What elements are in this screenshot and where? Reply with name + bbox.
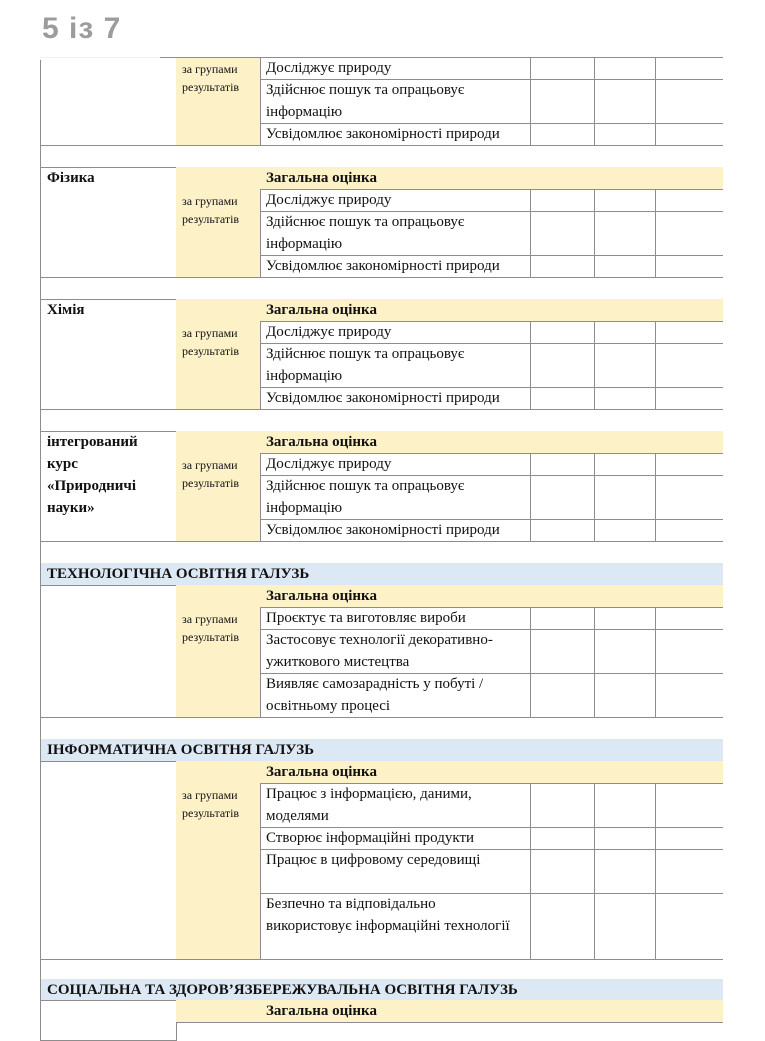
- subject-name: інтегрований курс «Природничі науки»: [40, 431, 177, 542]
- spacer-row: [40, 717, 723, 740]
- result-item: Працює з інформацією, даними, моделями: [260, 783, 531, 828]
- grade-cell: [655, 453, 723, 476]
- result-item: Проєктує та виготовляє вироби: [260, 607, 531, 630]
- spacer-row: [40, 541, 723, 564]
- grade-cell: [530, 299, 595, 322]
- result-item: Працює в цифровому середовищі: [260, 849, 531, 894]
- subject-name: Хімія: [40, 299, 177, 410]
- result-item: Досліджує природу: [260, 189, 531, 212]
- grade-cell: [655, 57, 723, 80]
- grade-cell: [530, 167, 595, 190]
- grade-cell: [655, 475, 723, 520]
- result-item: Досліджує природу: [260, 57, 531, 80]
- grade-cell: [594, 431, 656, 454]
- grade-cell: [594, 519, 656, 542]
- by-groups-label: за групами результатів: [176, 321, 261, 410]
- overall-label: Загальна оцінка: [260, 761, 531, 784]
- grade-cell: [530, 673, 595, 718]
- by-groups-label: за групами результатів: [176, 189, 261, 278]
- result-item: Виявляє самозарадність у побуті / освітньому процесі: [260, 673, 531, 718]
- grade-cell: [530, 893, 595, 960]
- result-item: Створює інформаційні продукти: [260, 827, 531, 850]
- by-groups-label: за групами результатів: [176, 607, 261, 718]
- subject-name: Фізика: [40, 167, 177, 278]
- grade-cell: [594, 211, 656, 256]
- grade-cell: [594, 475, 656, 520]
- grade-cell: [594, 783, 656, 828]
- grade-cell: [655, 343, 723, 388]
- result-item: Досліджує природу: [260, 453, 531, 476]
- branch-subject-cell: [40, 585, 177, 718]
- grade-cell: [530, 629, 595, 674]
- grade-cell: [594, 849, 656, 894]
- result-item: Досліджує природу: [260, 321, 531, 344]
- grade-cell: [594, 57, 656, 80]
- grade-cell: [594, 189, 656, 212]
- result-item: Усвідомлює закономірності природи: [260, 255, 531, 278]
- grade-cell: [530, 849, 595, 894]
- grade-cell: [594, 123, 656, 146]
- grade-cell: [594, 893, 656, 960]
- grade-cell: [594, 79, 656, 124]
- grade-cell: [655, 585, 723, 608]
- grade-cell: [530, 255, 595, 278]
- grade-cell: [655, 519, 723, 542]
- spacer-row: [40, 959, 723, 980]
- overall-label: Загальна оцінка: [260, 585, 531, 608]
- spacer-row: [40, 145, 723, 168]
- grade-cell: [655, 387, 723, 410]
- grade-cell: [530, 123, 595, 146]
- overall-label: Загальна оцінка: [260, 431, 531, 454]
- page-indicator: [0, 0, 160, 60]
- spacer-row: [40, 409, 723, 432]
- result-item: Здійснює пошук та опрацьовує інформацію: [260, 343, 531, 388]
- branch-title: СОЦІАЛЬНА ТА ЗДОРОВ’ЯЗБЕРЕЖУВАЛЬНА ОСВІТНЯ ГАЛУЗЬ: [40, 979, 723, 1001]
- grade-cell: [530, 189, 595, 212]
- grade-cell: [594, 629, 656, 674]
- grade-cell: [530, 57, 595, 80]
- branch-title: ІНФОРМАТИЧНА ОСВІТНЯ ГАЛУЗЬ: [40, 739, 723, 762]
- grade-cell: [530, 343, 595, 388]
- grade-cell: [530, 761, 595, 784]
- branch-subject-cell: [40, 761, 177, 960]
- result-item: Усвідомлює закономірності природи: [260, 519, 531, 542]
- overall-spacer: [176, 299, 261, 322]
- spacer-row: [40, 277, 723, 300]
- grade-cell: [594, 387, 656, 410]
- grade-cell: [655, 123, 723, 146]
- grade-cell: [530, 211, 595, 256]
- grade-cell: [594, 673, 656, 718]
- grade-cell: [594, 255, 656, 278]
- overall-label: Загальна оцінка: [260, 167, 531, 190]
- grade-cell: [530, 453, 595, 476]
- grade-cell: [530, 79, 595, 124]
- grade-cell: [655, 321, 723, 344]
- grade-cell: [594, 453, 656, 476]
- result-item: Усвідомлює закономірності природи: [260, 387, 531, 410]
- overall-spacer: [176, 431, 261, 454]
- by-groups-label: за групами результатів: [176, 57, 261, 146]
- result-item: Безпечно та відповідально використовує інформаційні технології: [260, 893, 531, 960]
- grade-cell: [655, 299, 723, 322]
- result-item: Усвідомлює закономірності природи: [260, 123, 531, 146]
- grade-cell: [655, 431, 723, 454]
- grade-cell: [655, 629, 723, 674]
- by-groups-label: за групами результатів: [176, 783, 261, 960]
- grade-cell: [530, 585, 595, 608]
- grade-cell: [594, 321, 656, 344]
- result-item: Застосовує технології декоративно-ужиткового мистецтва: [260, 629, 531, 674]
- grade-cell: [530, 783, 595, 828]
- grade-cell: [655, 607, 723, 630]
- overall-label: Загальна оцінка: [260, 299, 531, 322]
- result-item: Здійснює пошук та опрацьовує інформацію: [260, 79, 531, 124]
- grade-cell: [594, 167, 656, 190]
- grade-cell: [594, 299, 656, 322]
- branch-subject-cell: [40, 1000, 177, 1041]
- page-indicator-text: 5 із 7: [42, 12, 122, 45]
- overall-label: Загальна оцінка: [260, 1000, 531, 1023]
- overall-spacer: [176, 167, 261, 190]
- grade-cell: [594, 607, 656, 630]
- grade-cell: [530, 387, 595, 410]
- grade-cell: [655, 673, 723, 718]
- grade-cell: [655, 783, 723, 828]
- grade-cell: [655, 255, 723, 278]
- result-item: Здійснює пошук та опрацьовує інформацію: [260, 211, 531, 256]
- grade-cell: [655, 211, 723, 256]
- grade-cell: [655, 827, 723, 850]
- grade-cell: [655, 189, 723, 212]
- grade-cell: [594, 827, 656, 850]
- grade-cell: [655, 761, 723, 784]
- branch-title: ТЕХНОЛОГІЧНА ОСВІТНЯ ГАЛУЗЬ: [40, 563, 723, 586]
- overall-spacer: [176, 585, 261, 608]
- grade-cell: [655, 849, 723, 894]
- grade-cell: [655, 167, 723, 190]
- grade-cell: [655, 79, 723, 124]
- grade-cell: [594, 585, 656, 608]
- grade-cell: [530, 519, 595, 542]
- grade-cell: [530, 827, 595, 850]
- grade-cell: [530, 321, 595, 344]
- subject-cell: [40, 57, 177, 146]
- by-groups-label: за групами результатів: [176, 453, 261, 542]
- grade-cell: [594, 343, 656, 388]
- grade-cell: [594, 761, 656, 784]
- overall-spacer: [176, 761, 261, 784]
- grade-cell: [655, 893, 723, 960]
- result-item: Здійснює пошук та опрацьовує інформацію: [260, 475, 531, 520]
- grade-cell: [530, 607, 595, 630]
- grade-cell: [530, 475, 595, 520]
- grade-cell: [530, 431, 595, 454]
